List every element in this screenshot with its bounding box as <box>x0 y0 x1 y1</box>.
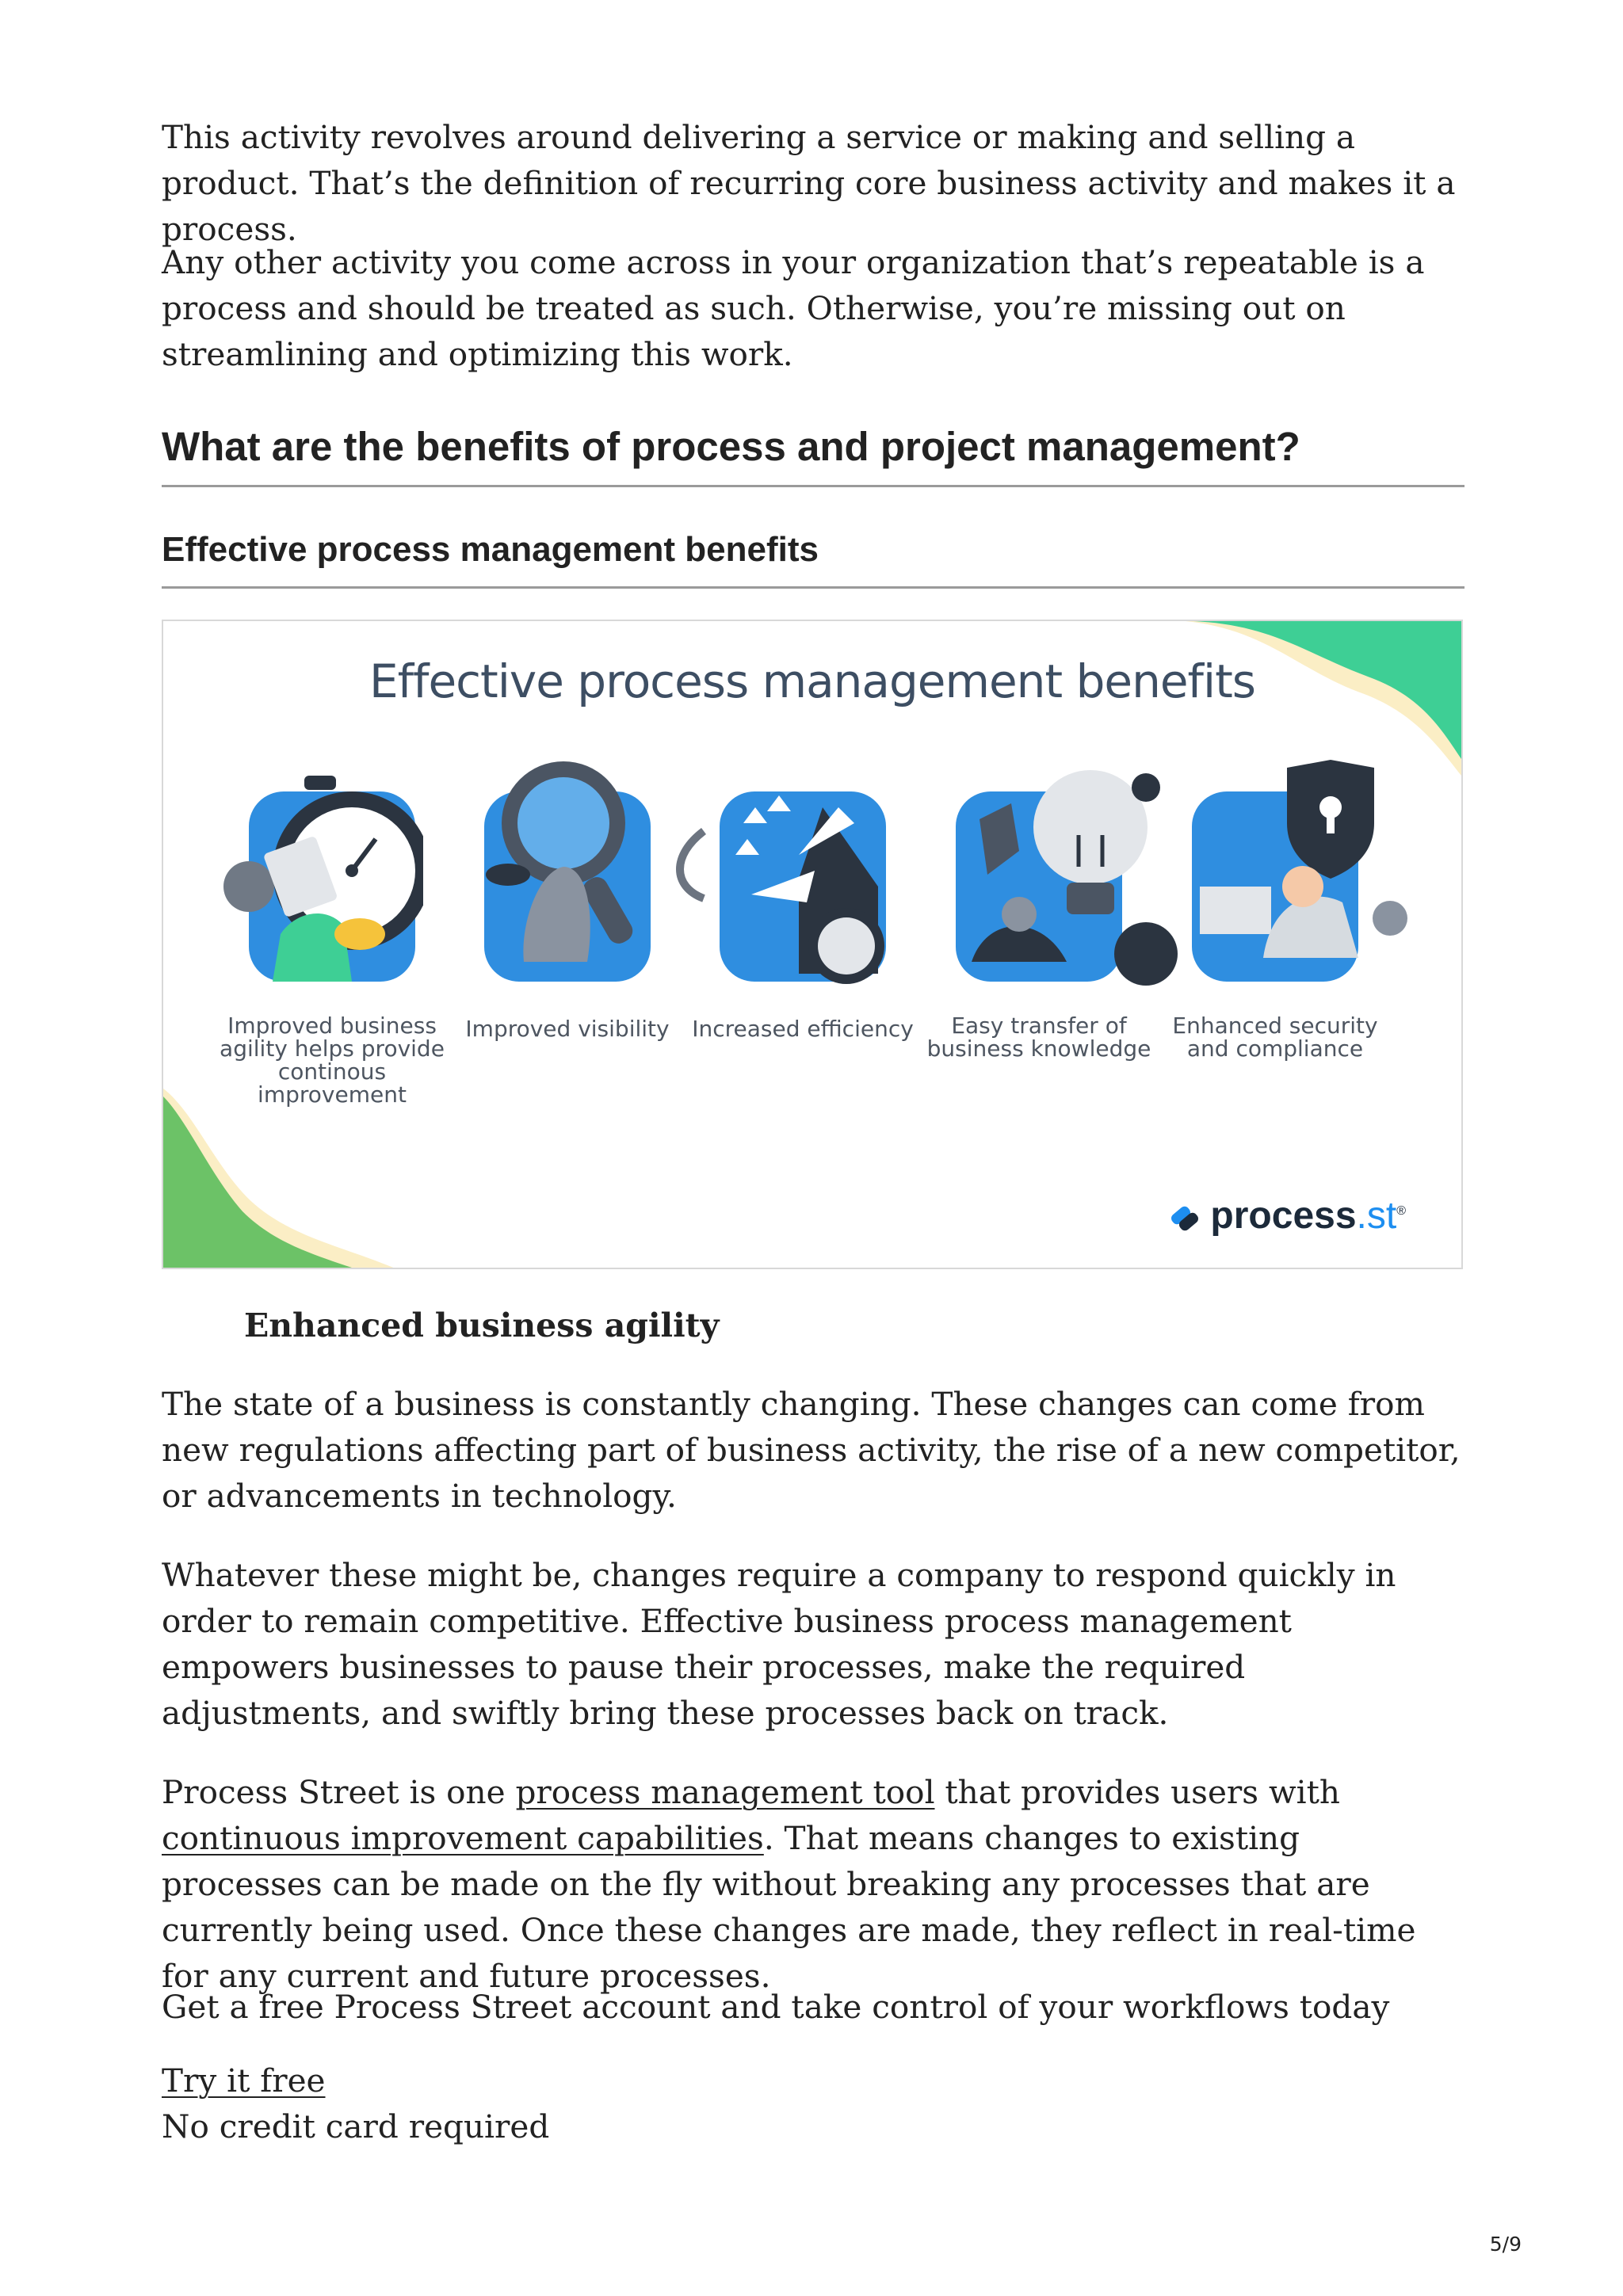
bracket-decoration <box>668 823 716 902</box>
process-management-tool-link[interactable]: process management tool <box>515 1773 935 1811</box>
p3-text-middle: that provides users with <box>934 1773 1340 1811</box>
caption-agility: Improved business agility helps provide continous improvement <box>220 1013 445 1108</box>
subsection-heading: Effective process management benefits <box>162 529 1465 589</box>
agility-paragraph-3 <box>162 1769 1465 1999</box>
p3-text-start: Process Street is one <box>162 1773 516 1811</box>
page-number: 5/9 <box>1489 2233 1522 2256</box>
intro-paragraph-1: This activity revolves around delivering a service or making and selling a product. That’s the definition of recurring core business activity and makes it a process. <box>162 118 1456 248</box>
caption-efficiency: Increased efficiency <box>692 1016 914 1042</box>
process-logo-icon <box>1164 1197 1202 1235</box>
p3-text-end: . That means changes to existing processes can be made on the fly without breaking any processes that are currently being used. Once these changes are made, they reflect in real-time for any current and future processes. <box>162 1819 1416 1995</box>
logo-registered-mark: ® <box>1396 1204 1406 1218</box>
caption-security: Enhanced security and compliance <box>1172 1013 1378 1062</box>
efficiency-icon <box>720 776 910 997</box>
visibility-illustration <box>484 791 651 982</box>
agility-paragraph-1: The state of a business is constantly changing. These changes can come from new regulations affecting part of business activity, the rise of a new competitor, or advancements in technology. <box>162 1385 1461 1515</box>
no-credit-card-note: No credit card required <box>162 2107 550 2145</box>
security-illustration <box>1192 791 1358 982</box>
caption-knowledge: Easy transfer of business knowledge <box>926 1013 1151 1062</box>
bottom-left-green-wave <box>163 1097 361 1269</box>
infographic-title: Effective process management benefits <box>369 654 1256 708</box>
cta-paragraph: Get a free Process Street account and take control of your workflows today <box>162 1988 1390 2026</box>
try-it-free-link[interactable]: Try it free <box>162 2061 326 2100</box>
knowledge-illustration <box>956 791 1122 982</box>
section-heading: What are the benefits of process and project management? <box>162 421 1465 487</box>
intro-paragraph-2: Any other activity you come across in your organization that’s repeatable is a process and should be treated as such. Otherwise, you’re missing out on streamlining and optimizing this work. <box>162 243 1425 373</box>
continuous-improvement-link[interactable]: continuous improvement capabilities <box>162 1819 764 1857</box>
shield-icon <box>1192 752 1430 990</box>
efficiency-illustration <box>720 791 886 982</box>
stopwatch-icon <box>217 768 423 997</box>
caption-visibility: Improved visibility <box>465 1016 670 1042</box>
processst-logo <box>1164 1194 1406 1238</box>
logo-text: process <box>1210 1195 1357 1237</box>
magnifier-icon <box>476 756 666 994</box>
agility-heading: Enhanced business agility <box>244 1306 720 1344</box>
benefits-infographic <box>162 620 1463 1269</box>
logo-suffix: .st <box>1356 1195 1397 1237</box>
agility-illustration <box>249 791 415 982</box>
agility-paragraph-2: Whatever these might be, changes require a company to respond quickly in order to remain competitive. Effective business process management empowers businesses to pause their processes, make the required adjustments, and swiftly bring these processes back on track. <box>162 1556 1396 1732</box>
lightbulb-icon <box>956 756 1193 994</box>
